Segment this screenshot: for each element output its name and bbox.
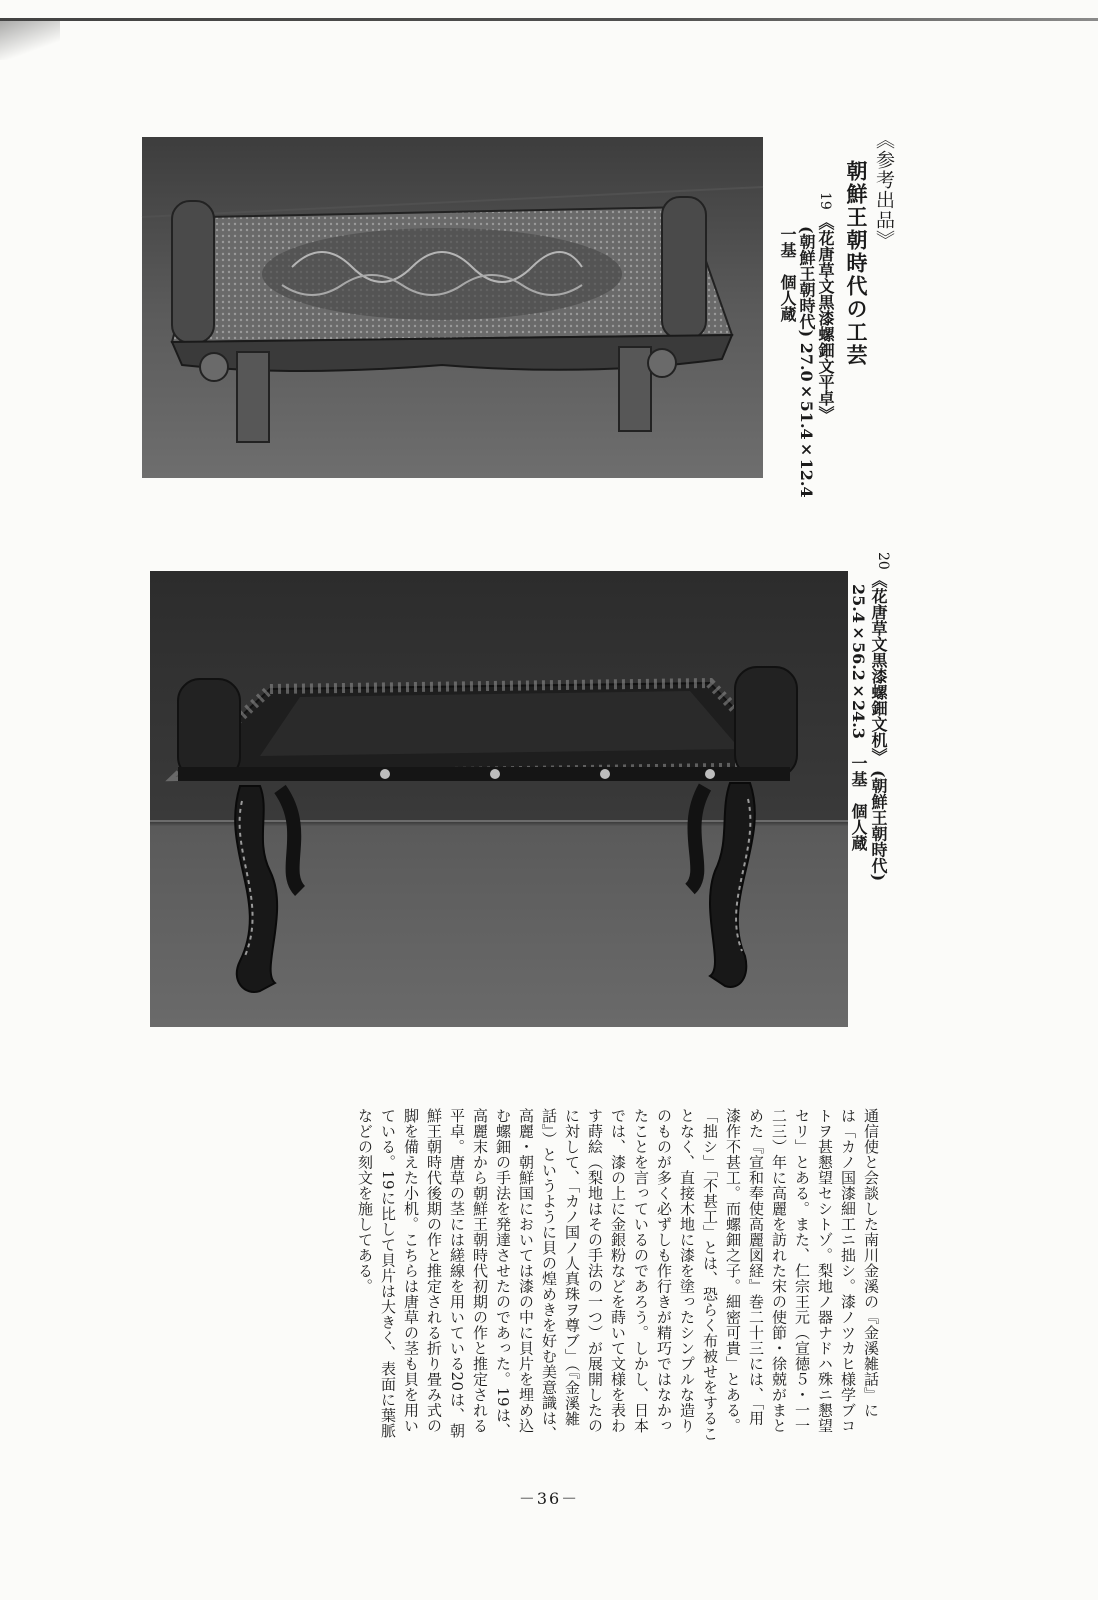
body-line: 漆作不甚工。而螺鈿之子。細密可貴」とある。 <box>724 1108 742 1434</box>
body-line: となく、直接木地に漆を塗ったシンプルな造り <box>678 1108 696 1434</box>
body-line: たことを言っているのであろう。しかし、日本 <box>632 1108 650 1434</box>
item-19-number: 19 <box>817 192 833 210</box>
item-20-period: (朝鮮王朝時代) <box>869 770 888 882</box>
body-line: トヲ甚懇望セシトゾ。梨地ノ器ナドハ殊ニ懇望 <box>816 1108 834 1434</box>
page-number: －36－ <box>518 1489 580 1508</box>
body-line: 高麗末から朝鮮王朝時代初期の作と推定される <box>471 1108 489 1434</box>
photo-19-table <box>142 137 763 478</box>
body-text <box>356 1108 882 1448</box>
body-line: 平卓。唐草の茎には縒線を用いている20は、朝 <box>448 1108 466 1439</box>
body-line: めた『宣和奉使高麗図経』巻二十三には、「用 <box>747 1108 765 1426</box>
item-20-dims-owner: 25.4×56.2×24.3 一基 個人蔵 <box>849 584 868 851</box>
item-19-name: 《花唐草文黒漆螺鈿文平卓》 <box>816 214 835 422</box>
body-line: ている。19に比して貝片は大きく、表面に葉脈 <box>379 1108 397 1439</box>
body-line: は「カノ国漆細工ニ拙シ。漆ノツカヒ様学ブコ <box>839 1108 857 1434</box>
item-20-name: 《花唐草文黒漆螺鈿文机》 <box>869 572 888 764</box>
body-line: 二三）年に高麗を訪れた宋の使節・徐兢がまと <box>770 1108 788 1434</box>
item-19-period-dims: (朝鮮王朝時代) 27.0×51.4×12.4 <box>797 226 816 498</box>
body-line: 鮮王朝時代後期の作と推定される折り畳み式の <box>425 1108 443 1434</box>
item-19-count-owner: 一基 個人蔵 <box>778 226 797 322</box>
scan-shadow <box>0 20 60 60</box>
scan-edge <box>0 18 1098 21</box>
section-title: 朝鮮王朝時代の工芸 <box>844 160 869 367</box>
body-line: のものが多く必ずしも作行きが精巧ではなかっ <box>655 1108 673 1434</box>
section-header: 《参考出品》 <box>873 130 895 250</box>
body-line: む螺鈿の手法を発達させたのであった。19は、 <box>494 1108 512 1439</box>
body-line: 話』）というように貝の煌めきを好む美意識は、 <box>540 1108 558 1442</box>
body-line: 「拙シ」「不甚工」とは、恐らく布被せをするこ <box>701 1108 719 1442</box>
body-line: 高麗・朝鮮国においては漆の中に貝片を埋め込 <box>517 1108 535 1434</box>
item-20-number: 20 <box>875 552 891 570</box>
body-line: などの刻文を施してある。 <box>356 1108 374 1294</box>
body-line: す蒔絵（梨地はその手法の一つ）が展開したの <box>586 1108 604 1434</box>
body-line: 脚を備えた小机。こちらは唐草の茎も貝を用い <box>402 1108 420 1434</box>
body-line: セリ」とある。また、仁宗王元（宣徳５・一一 <box>793 1108 811 1434</box>
photo-20-desk <box>150 571 848 1027</box>
body-line: 通信使と会談した南川金溪の『金溪雑話』に <box>862 1108 880 1418</box>
body-line: では、漆の上に金銀粉などを蒔いて文様を表わ <box>609 1108 627 1434</box>
body-line: に対して、「カノ国ノ人真珠ヲ尊ブ」（『金溪雑 <box>563 1108 581 1427</box>
